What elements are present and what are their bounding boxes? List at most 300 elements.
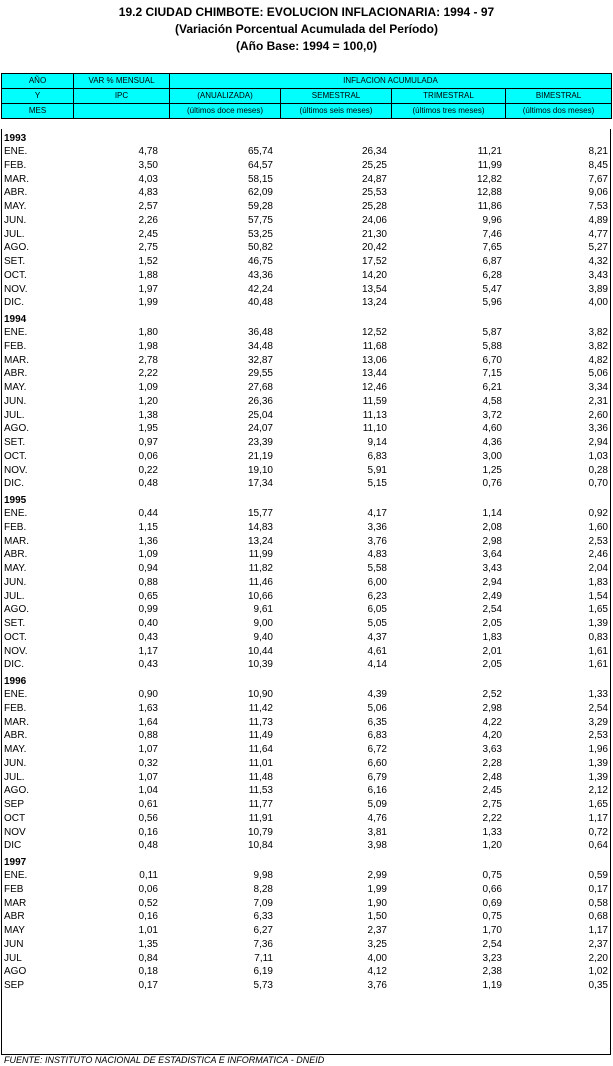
anualizada-cell: 11,91 (248, 812, 273, 824)
trimestral-cell: 2,45 (482, 785, 502, 797)
bimestral-cell: 1,65 (588, 604, 608, 616)
bimestral-cell: 4,32 (588, 256, 608, 267)
month-cell: AGO. (4, 785, 30, 797)
month-cell: ABR. (4, 187, 28, 199)
bimestral-cell: 8,21 (588, 146, 608, 157)
var-mensual-cell: 0,16 (138, 911, 158, 923)
trimestral-cell: 3,23 (482, 952, 502, 964)
trimestral-cell: 7,65 (482, 242, 502, 254)
semestral-cell: 5,05 (367, 618, 387, 629)
semestral-cell: 24,87 (361, 173, 387, 185)
var-mensual-cell: 0,32 (138, 757, 158, 769)
table-row (2, 938, 610, 952)
anualizada-cell: 9,98 (253, 870, 273, 881)
anualizada-cell: 11,53 (248, 785, 273, 797)
semestral-cell: 13,54 (361, 283, 387, 295)
anualizada-cell: 9,00 (253, 618, 273, 629)
bimestral-cell: 7,67 (588, 173, 608, 185)
table-row (2, 450, 610, 464)
anualizada-cell: 17,34 (247, 478, 273, 490)
month-cell: FEB. (4, 159, 27, 171)
trimestral-cell: 3,72 (482, 409, 502, 421)
bimestral-cell: 2,46 (588, 549, 608, 561)
var-mensual-cell: 0,16 (138, 826, 158, 838)
bimestral-cell: 4,00 (588, 297, 608, 309)
bimestral-cell: 1,39 (588, 757, 608, 769)
trimestral-cell: 5,96 (482, 297, 502, 309)
table-row (2, 214, 610, 228)
trimestral-cell: 11,86 (477, 201, 502, 212)
header-var-mensual: VAR % MENSUAL (74, 74, 170, 89)
semestral-cell: 13,44 (361, 368, 387, 380)
var-mensual-cell: 1,80 (138, 327, 158, 338)
month-cell: SEP (4, 980, 25, 991)
anualizada-cell: 6,33 (253, 911, 273, 923)
var-mensual-cell: 1,88 (138, 269, 158, 281)
month-cell: NOV. (4, 283, 28, 295)
anualizada-cell: 11,42 (248, 702, 273, 714)
table-row (2, 381, 610, 395)
table-row (2, 340, 610, 354)
table-row (2, 269, 610, 283)
semestral-cell: 4,39 (367, 689, 387, 700)
var-mensual-cell: 0,88 (138, 730, 158, 742)
anualizada-cell: 10,79 (247, 826, 273, 838)
semestral-cell: 1,99 (367, 883, 387, 895)
var-mensual-cell: 1,99 (138, 297, 158, 309)
table-row (2, 645, 610, 659)
semestral-cell: 20,42 (361, 242, 387, 254)
var-mensual-cell: 1,64 (138, 716, 158, 728)
table-row (2, 255, 610, 269)
table-row (2, 186, 610, 200)
var-mensual-cell: 1,36 (138, 535, 158, 547)
trimestral-cell: 5,87 (482, 327, 502, 338)
trimestral-cell: 4,22 (482, 716, 502, 728)
semestral-cell: 3,81 (367, 826, 387, 838)
trimestral-cell: 2,94 (482, 576, 502, 588)
semestral-cell: 3,76 (367, 980, 387, 991)
bimestral-cell: 1,02 (588, 966, 608, 978)
var-mensual-cell: 0,65 (138, 590, 158, 602)
anualizada-cell: 53,25 (247, 228, 273, 240)
bimestral-cell: 1,54 (588, 590, 608, 602)
month-cell: MAR. (4, 535, 29, 547)
table-row (2, 576, 610, 590)
var-mensual-cell: 1,17 (138, 645, 158, 657)
var-mensual-cell: 0,90 (138, 689, 158, 700)
var-mensual-cell: 1,38 (138, 409, 158, 421)
month-cell: ENE. (4, 327, 28, 338)
trimestral-cell: 7,15 (482, 368, 502, 380)
semestral-cell: 4,12 (367, 966, 387, 978)
trimestral-cell: 3,43 (482, 563, 502, 574)
bimestral-cell: 1,83 (588, 576, 608, 588)
table-row (2, 617, 610, 631)
trimestral-cell: 2,38 (482, 966, 502, 978)
table-row (2, 658, 610, 672)
trimestral-cell: 0,69 (482, 897, 502, 909)
var-mensual-cell: 2,78 (138, 354, 158, 366)
bimestral-cell: 9,06 (588, 187, 608, 199)
month-cell: ABR (4, 911, 25, 923)
month-cell: AGO. (4, 604, 30, 616)
semestral-cell: 17,52 (361, 256, 387, 267)
month-cell: JUL (4, 952, 22, 964)
var-mensual-cell: 1,63 (138, 702, 158, 714)
semestral-cell: 5,09 (367, 799, 387, 810)
table-row (2, 965, 610, 979)
anualizada-cell: 27,68 (247, 382, 273, 393)
header-ipc: IPC (74, 89, 170, 104)
var-mensual-cell: 0,06 (138, 450, 158, 462)
month-cell: JUL. (4, 590, 25, 602)
trimestral-cell: 1,19 (482, 980, 502, 991)
var-mensual-cell: 0,11 (139, 870, 158, 881)
bimestral-cell: 3,89 (588, 283, 608, 295)
var-mensual-cell: 0,48 (138, 478, 158, 490)
anualizada-cell: 6,27 (253, 925, 273, 936)
bimestral-cell: 3,29 (588, 716, 608, 728)
semestral-cell: 25,28 (361, 201, 387, 212)
var-mensual-cell: 0,48 (138, 840, 158, 852)
header-inflacion-acumulada: INFLACION ACUMULADA (170, 74, 612, 89)
anualizada-cell: 10,44 (247, 645, 273, 657)
month-cell: MAY. (4, 563, 27, 574)
anualizada-cell: 34,48 (247, 340, 273, 352)
semestral-cell: 12,52 (361, 327, 387, 338)
header-trimestral-sub: (últimos tres meses) (392, 104, 506, 119)
bimestral-cell: 5,27 (588, 242, 608, 254)
anualizada-cell: 5,73 (253, 980, 273, 991)
trimestral-cell: 0,75 (482, 911, 502, 923)
month-cell: MAY. (4, 382, 27, 393)
month-cell: MAR. (4, 173, 29, 185)
semestral-cell: 6,16 (367, 785, 387, 797)
var-mensual-cell: 4,03 (138, 173, 158, 185)
anualizada-cell: 43,36 (247, 269, 273, 281)
month-cell: MAR (4, 897, 27, 909)
bimestral-cell: 1,61 (588, 659, 608, 671)
var-mensual-cell: 1,97 (138, 283, 158, 295)
month-cell: MAR. (4, 716, 29, 728)
semestral-cell: 2,37 (367, 925, 387, 936)
semestral-cell: 6,00 (367, 576, 387, 588)
semestral-cell: 5,58 (367, 563, 387, 574)
header-anualizada: (ANUALIZADA) (170, 89, 281, 104)
var-mensual-cell: 1,01 (138, 925, 158, 936)
header-semestral: SEMESTRAL (281, 89, 392, 104)
table-row (2, 422, 610, 436)
semestral-cell: 1,50 (367, 911, 387, 923)
table-row (2, 883, 610, 897)
bimestral-cell: 2,04 (588, 563, 608, 574)
var-mensual-cell: 1,07 (138, 744, 158, 755)
month-cell: DIC. (4, 659, 24, 671)
anualizada-cell: 13,24 (247, 535, 273, 547)
month-cell: ABR. (4, 730, 28, 742)
bimestral-cell: 5,06 (588, 368, 608, 380)
bimestral-cell: 1,17 (588, 812, 608, 824)
trimestral-cell: 1,14 (482, 508, 502, 519)
month-cell: MAY (4, 925, 25, 936)
var-mensual-cell: 1,09 (138, 549, 158, 561)
anualizada-cell: 32,87 (247, 354, 273, 366)
anualizada-cell: 36,48 (247, 327, 273, 338)
table-row (2, 562, 610, 576)
bimestral-cell: 1,60 (588, 521, 608, 533)
var-mensual-cell: 0,52 (138, 897, 158, 909)
anualizada-cell: 24,07 (247, 423, 273, 435)
page-base-note: (Año Base: 1994 = 100,0) (235, 39, 378, 53)
trimestral-cell: 0,66 (482, 883, 502, 895)
var-mensual-cell: 0,17 (138, 980, 158, 991)
trimestral-cell: 1,33 (482, 826, 502, 838)
bimestral-cell: 0,17 (588, 883, 608, 895)
semestral-cell: 4,14 (367, 659, 387, 671)
trimestral-cell: 2,48 (482, 771, 502, 783)
year-heading: 1997 (4, 857, 27, 868)
bimestral-cell: 8,45 (588, 159, 608, 171)
semestral-cell: 9,14 (367, 437, 387, 448)
month-cell: ENE. (4, 870, 28, 881)
anualizada-cell: 11,82 (248, 563, 273, 574)
var-mensual-cell: 2,57 (138, 201, 158, 212)
trimestral-cell: 6,70 (482, 354, 502, 366)
trimestral-cell: 1,25 (482, 464, 502, 476)
semestral-cell: 13,06 (361, 354, 387, 366)
trimestral-cell: 4,20 (482, 730, 502, 742)
trimestral-cell: 6,21 (482, 382, 502, 393)
var-mensual-cell: 0,61 (138, 799, 158, 810)
table-row (2, 729, 610, 743)
month-cell: OCT. (4, 269, 27, 281)
anualizada-cell: 11,99 (248, 549, 273, 561)
anualizada-cell: 42,24 (247, 283, 273, 295)
header-blank (74, 104, 170, 119)
var-mensual-cell: 0,56 (138, 812, 158, 824)
trimestral-cell: 4,60 (482, 423, 502, 435)
semestral-cell: 25,25 (361, 159, 387, 171)
var-mensual-cell: 0,43 (138, 659, 158, 671)
trimestral-cell: 1,70 (482, 925, 502, 936)
table-row (2, 716, 610, 730)
trimestral-cell: 2,98 (482, 535, 502, 547)
anualizada-cell: 40,48 (247, 297, 273, 309)
bimestral-cell: 0,58 (588, 897, 608, 909)
anualizada-cell: 65,74 (247, 146, 273, 157)
semestral-cell: 1,90 (367, 897, 387, 909)
anualizada-cell: 19,10 (247, 464, 273, 476)
semestral-cell: 6,23 (367, 590, 387, 602)
trimestral-cell: 11,21 (477, 146, 502, 157)
table-row (2, 771, 610, 785)
semestral-cell: 2,99 (367, 870, 387, 881)
bimestral-cell: 1,17 (588, 925, 608, 936)
bimestral-cell: 2,94 (588, 437, 608, 448)
table-row (2, 477, 610, 491)
table-row (2, 296, 610, 310)
month-cell: JUL. (4, 771, 25, 783)
year-heading: 1993 (4, 133, 27, 144)
var-mensual-cell: 0,06 (138, 883, 158, 895)
table-row (2, 395, 610, 409)
var-mensual-cell: 0,18 (138, 966, 158, 978)
trimestral-cell: 7,46 (482, 228, 502, 240)
table-row (2, 590, 610, 604)
month-cell: FEB. (4, 340, 27, 352)
bimestral-cell: 2,54 (588, 702, 608, 714)
anualizada-cell: 14,83 (247, 521, 273, 533)
table-row (2, 702, 610, 716)
bimestral-cell: 0,92 (588, 508, 608, 519)
table-row (2, 228, 610, 242)
semestral-cell: 5,15 (367, 478, 387, 490)
var-mensual-cell: 4,78 (138, 146, 158, 157)
trimestral-cell: 2,01 (482, 645, 502, 657)
anualizada-cell: 46,75 (247, 256, 273, 267)
header-anualizada-sub: (últimos doce meses) (170, 104, 281, 119)
bimestral-cell: 3,82 (588, 327, 608, 338)
month-cell: MAY. (4, 744, 27, 755)
var-mensual-cell: 0,99 (138, 604, 158, 616)
anualizada-cell: 11,46 (248, 576, 273, 588)
table-row (2, 507, 610, 521)
bimestral-cell: 0,59 (588, 870, 608, 881)
header-trimestral: TRIMESTRAL (392, 89, 506, 104)
var-mensual-cell: 2,26 (138, 214, 158, 226)
bimestral-cell: 4,82 (588, 354, 608, 366)
var-mensual-cell: 1,35 (138, 938, 158, 950)
semestral-cell: 4,17 (367, 508, 387, 519)
anualizada-cell: 10,90 (247, 689, 273, 700)
table-row (2, 200, 610, 214)
month-cell: ENE. (4, 146, 28, 157)
semestral-cell: 13,24 (361, 297, 387, 309)
anualizada-cell: 10,66 (247, 590, 273, 602)
semestral-cell: 4,61 (367, 645, 387, 657)
trimestral-cell: 1,83 (482, 631, 502, 643)
source-footnote: FUENTE: INSTITUTO NACIONAL DE ESTADISTICA E INFORMATICA - DNEID (4, 1055, 325, 1065)
year-heading: 1994 (4, 314, 27, 325)
bimestral-cell: 0,68 (588, 911, 608, 923)
month-cell: JUL. (4, 228, 25, 240)
bimestral-cell: 1,39 (588, 771, 608, 783)
month-cell: DIC. (4, 478, 24, 490)
bimestral-cell: 1,96 (588, 744, 608, 755)
anualizada-cell: 11,01 (248, 757, 273, 769)
var-mensual-cell: 0,97 (138, 437, 158, 448)
var-mensual-cell: 1,20 (138, 395, 158, 407)
bimestral-cell: 1,33 (588, 689, 608, 700)
month-cell: ABR. (4, 368, 28, 380)
month-cell: JUN. (4, 757, 27, 769)
table-row (2, 145, 610, 159)
month-cell: FEB. (4, 702, 27, 714)
trimestral-cell: 0,75 (482, 870, 502, 881)
bimestral-cell: 4,77 (588, 228, 608, 240)
anualizada-cell: 11,73 (248, 716, 273, 728)
trimestral-cell: 3,64 (482, 549, 502, 561)
bimestral-cell: 1,61 (588, 645, 608, 657)
anualizada-cell: 7,09 (253, 897, 273, 909)
header-bimestral-sub: (últimos dos meses) (506, 104, 612, 119)
bimestral-cell: 3,43 (588, 269, 608, 281)
anualizada-cell: 11,48 (248, 771, 273, 783)
trimestral-cell: 3,63 (482, 744, 502, 755)
anualizada-cell: 29,55 (247, 368, 273, 380)
page-title: 19.2 CIUDAD CHIMBOTE: EVOLUCION INFLACIONARIA: 1994 - 97 (118, 5, 495, 19)
table-row (2, 367, 610, 381)
anualizada-cell: 23,39 (247, 437, 273, 448)
month-cell: ENE. (4, 508, 28, 519)
trimestral-cell: 4,36 (482, 437, 502, 448)
month-cell: ENE. (4, 689, 28, 700)
month-cell: DIC (4, 840, 22, 852)
year-heading: 1996 (4, 676, 27, 687)
month-cell: FEB. (4, 521, 27, 533)
month-cell: MAY. (4, 201, 27, 212)
trimestral-cell: 12,88 (476, 187, 502, 199)
semestral-cell: 6,72 (367, 744, 387, 755)
anualizada-cell: 7,36 (253, 938, 273, 950)
semestral-cell: 6,05 (367, 604, 387, 616)
month-cell: NOV. (4, 645, 28, 657)
bimestral-cell: 2,53 (588, 535, 608, 547)
trimestral-cell: 12,82 (476, 173, 502, 185)
semestral-cell: 26,34 (361, 146, 387, 157)
anualizada-cell: 62,09 (247, 187, 273, 199)
var-mensual-cell: 1,98 (138, 340, 158, 352)
var-mensual-cell: 4,83 (138, 187, 158, 199)
semestral-cell: 5,06 (367, 702, 387, 714)
table-row (2, 326, 610, 340)
semestral-cell: 6,83 (367, 730, 387, 742)
semestral-cell: 11,59 (362, 395, 387, 407)
semestral-cell: 4,76 (367, 812, 387, 824)
trimestral-cell: 0,76 (482, 478, 502, 490)
bimestral-cell: 4,89 (588, 214, 608, 226)
var-mensual-cell: 1,07 (138, 771, 158, 783)
month-cell: SEP (4, 799, 25, 810)
month-cell: NOV (4, 826, 26, 838)
anualizada-cell: 57,75 (247, 214, 273, 226)
trimestral-cell: 2,28 (482, 757, 502, 769)
table-row (2, 757, 610, 771)
table-row (2, 354, 610, 368)
table-row (2, 784, 610, 798)
month-cell: SET. (4, 256, 26, 267)
semestral-cell: 5,91 (367, 464, 387, 476)
trimestral-cell: 3,00 (482, 450, 502, 462)
var-mensual-cell: 0,84 (138, 952, 158, 964)
bimestral-cell: 1,39 (588, 618, 608, 629)
month-cell: JUL. (4, 409, 25, 421)
table-row (2, 521, 610, 535)
anualizada-cell: 25,04 (247, 409, 273, 421)
bimestral-cell: 3,82 (588, 340, 608, 352)
semestral-cell: 6,83 (367, 450, 387, 462)
semestral-cell: 4,37 (367, 631, 387, 643)
semestral-cell: 3,76 (367, 535, 387, 547)
semestral-cell: 12,46 (361, 382, 387, 393)
month-cell: AGO. (4, 242, 30, 254)
anualizada-cell: 8,28 (253, 883, 273, 895)
anualizada-cell: 11,49 (248, 730, 273, 742)
table-row (2, 743, 610, 757)
semestral-cell: 4,83 (367, 549, 387, 561)
header-bimestral: BIMESTRAL (506, 89, 612, 104)
